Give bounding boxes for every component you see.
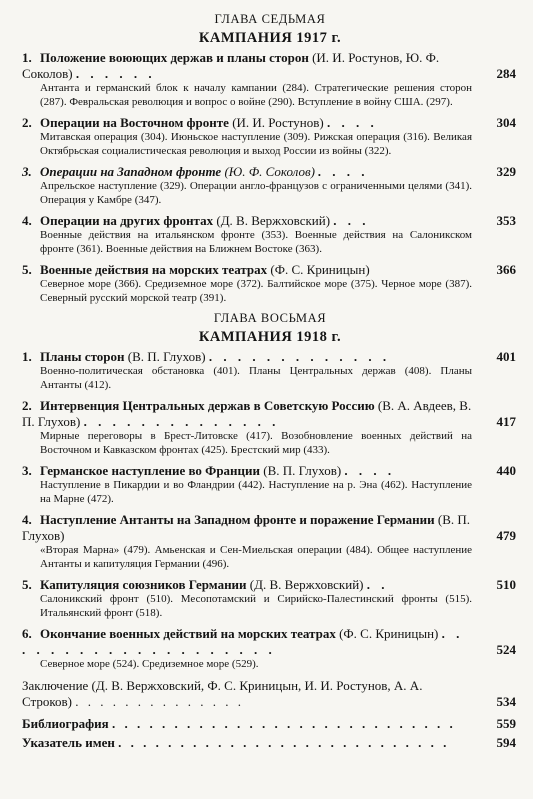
entry-number: 5. [22,262,32,277]
toc-entry[interactable] [22,115,518,158]
entry-title: Окончание военных действий на морских театрах [40,626,336,641]
entry-authors: (Д. В. Вержховский) [249,577,364,592]
toc-entry[interactable] [22,577,518,620]
entry-authors: (В. П. Глухов) [127,349,206,364]
chapter-title: КАМПАНИЯ 1917 г. [198,30,342,46]
page-number: 534 [496,693,516,709]
leader-dots: . . . . . . [75,66,156,81]
entry-number: 1. [22,50,32,65]
page-number: 366 [496,262,516,277]
entry-description: Северное море (366). Средиземное море (372). Балтийское море (375). Черное море (387). Северный русский морской театр (391). [40,278,472,304]
leader-dots: . . . . [344,463,396,478]
entry-heading [22,262,518,278]
entry-title: Операции на других фронтах [40,213,214,228]
entry-description: Антанта и германский блок к началу кампании (284). Стратегические решения сторон (287). Февральская революция и вопрос о войне (290). Вступление в войну США. (297). [40,82,472,108]
page-number: 479 [496,528,516,543]
page-number: 329 [496,164,516,179]
chapter8-entries [22,349,518,672]
entry-heading [22,463,518,479]
entry-heading [22,213,518,229]
entry-heading [22,164,518,180]
page-number: 417 [496,414,516,429]
toc-entry[interactable] [22,626,518,672]
entry-number: 3. [22,164,32,179]
entry-title: Операции на Западном фронте [40,164,222,179]
entry-authors: (В. П. Глухов) [22,512,471,543]
page-number: 304 [496,115,516,130]
leader-dots: . . . . . . . . . . . . . [208,349,391,364]
entry-number: 6. [22,626,32,641]
chapter-label: ГЛАВА ВОСЬМАЯ [213,311,327,325]
entry-authors: (Ю. Ф. Соколов) [224,164,315,179]
entry-number: 4. [22,213,32,228]
toc-entry[interactable] [22,512,518,571]
leader-dots: . . [366,577,389,592]
leader-dots: . . . . . . . . . . . . . . [83,414,280,429]
entry-description: «Вторая Марна» (479). Амьенская и Сен-Миельская операции (484). Общее наступление Антанты и капитуляция Германии (496). [40,544,472,570]
leader-dots: . . . . . . . . . . . . . . . . . . . . . . . . . . . . [111,715,456,731]
page-number: 594 [496,734,516,750]
entry-heading [22,115,518,131]
entry-heading [22,398,518,430]
page-number: 284 [496,66,516,81]
toc-entry[interactable] [22,398,518,457]
leader-dots: . . . . . . . . . . . . . . . . . . . . [22,626,464,657]
entry-description: Военно-политическая обстановка (401). Планы Центральных держав (408). Планы Антанты (412). [40,365,472,391]
toc-entry[interactable] [22,463,518,506]
entry-number: 5. [22,577,32,592]
leader-dots: . . . . . . . . . . . . . . . . . . . . . . . . . . . [118,734,450,750]
toc-entry-bibliography[interactable] [22,716,518,732]
entry-number: 2. [22,115,32,130]
entry-title: Планы сторон [40,349,125,364]
entry-number: 3. [22,463,32,478]
toc-entry[interactable] [22,349,518,392]
page-number: 524 [496,642,516,657]
toc-entry[interactable] [22,164,518,207]
entry-heading [22,577,518,593]
entry-title: Наступление Антанты на Западном фронте и поражение Германии [40,512,435,527]
entry-title: Заключение (Д. В. Вержховский, Ф. С. Криницын, И. И. Ростунов, А. А. Строков) [22,677,423,709]
toc-entry-index[interactable] [22,735,518,751]
page-number: 401 [496,349,516,364]
entry-title: Указатель имен [22,734,115,750]
entry-authors: (Д. В. Вержховский) [216,213,331,228]
chapter-title: КАМПАНИЯ 1918 г. [198,329,342,345]
entry-number: 4. [22,512,32,527]
entry-authors: (И. И. Ростунов) [232,115,324,130]
page-number: 510 [496,577,516,592]
entry-title: Германское наступление во Франции [40,463,261,478]
entry-description: Салоникский фронт (510). Месопотамский и Сирийско-Палестинский фронты (515). Итальянский фронт (518). [40,593,472,619]
entry-description: Митавская операция (304). Июньское наступление (309). Рижская операция (316). Великая Октябрьская социалистическая революция и выход России из войны (322). [40,131,472,157]
entry-title: Капитуляция союзников Германии [40,577,247,592]
toc-entry-conclusion[interactable] [22,678,518,710]
toc-entry[interactable] [22,50,518,109]
entry-heading [22,512,518,544]
leader-dots: . . . . . . . . . . . . . . [75,693,244,709]
entry-description: Мирные переговоры в Брест-Литовске (417). Возобновление военных действий на Восточном и Кавказском фронтах (425). Брестский мир (433). [40,430,472,456]
entry-authors: (Ф. С. Криницын) [270,262,370,277]
entry-title: Интервенция Центральных держав в Советскую Россию [40,398,375,413]
entry-description: Апрельское наступление (329). Операции англо-французов с ограниченными целями (341). Операция у Камбре (347). [40,180,472,206]
entry-description: Северное море (524). Средиземное море (529). [40,658,259,670]
entry-description: Военные действия на итальянском фронте (353). Военные действия на Салоникском фронте (361). Военные действия на Ближнем Востоке (363). [40,229,472,255]
entry-title: Военные действия на морских театрах [40,262,268,277]
toc-page [22,10,518,754]
page-number: 353 [496,213,516,228]
entry-authors: (И. И. Ростунов, Ю. Ф. Соколов) [22,50,440,81]
page-number: 559 [496,715,516,731]
entry-heading [22,50,518,82]
entry-heading [22,626,518,658]
entry-number: 1. [22,349,32,364]
entry-title: Положение воюющих держав и планы сторон [40,50,309,65]
entry-title: Библиография [22,715,109,731]
toc-entry[interactable] [22,262,518,305]
leader-dots: . . . . [318,164,369,179]
chapter7-entries [22,50,518,305]
entry-number: 2. [22,398,32,413]
leader-dots: . . . [333,213,370,228]
page-number: 440 [496,463,516,478]
entry-authors: (В. А. Авдеев, В. П. Глухов) [22,398,472,429]
entry-heading [22,349,518,365]
entry-authors: (В. П. Глухов) [263,463,342,478]
toc-entry[interactable] [22,213,518,256]
entry-authors: (Ф. С. Криницын) [339,626,439,641]
chapter-label: ГЛАВА СЕДЬМАЯ [214,12,326,26]
entry-description: Наступление в Пикардии и во Фландрии (442). Наступление на р. Эна (462). Наступление на Марне (472). [40,479,472,505]
entry-title: Операции на Восточном фронте [40,115,229,130]
leader-dots: . . . . [326,115,378,130]
